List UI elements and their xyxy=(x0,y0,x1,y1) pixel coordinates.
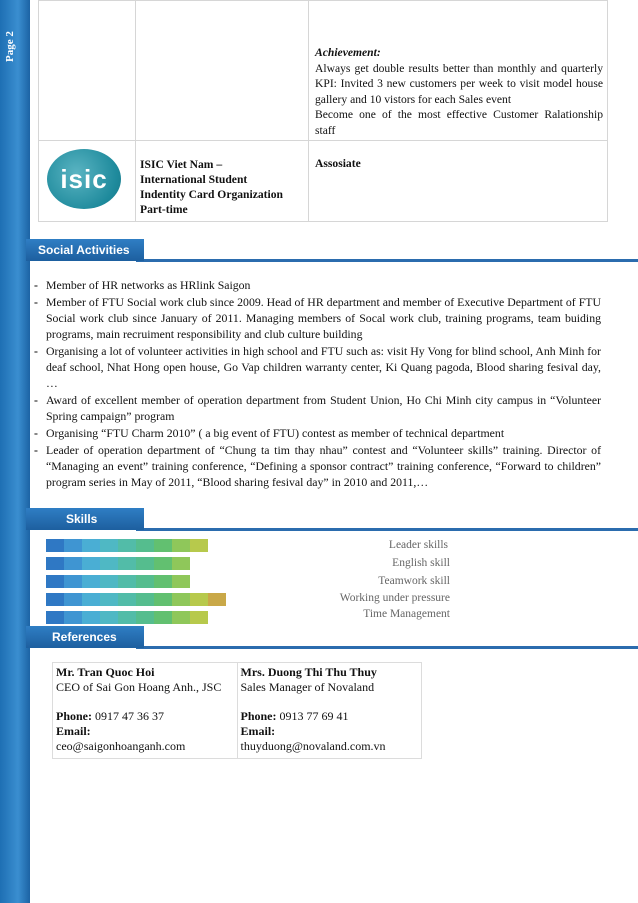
phone-label: Phone: xyxy=(240,709,277,723)
skill-bar-segment xyxy=(100,539,118,552)
skill-bar-segment xyxy=(154,611,172,624)
skill-bar-segment xyxy=(136,575,154,588)
skill-bar-segment xyxy=(190,539,208,552)
logo-cell xyxy=(39,141,136,222)
skill-bar-segment xyxy=(46,593,64,606)
skills-chart xyxy=(46,537,456,627)
achievement-heading: Achievement: xyxy=(315,46,381,59)
org-name: Indentity Card Organization xyxy=(140,188,283,201)
skill-bar-segment xyxy=(154,593,172,606)
reference-name: Mr. Tran Quoc Hoi xyxy=(56,665,155,679)
section-title: References xyxy=(26,626,144,648)
skill-bar-segment xyxy=(82,557,100,570)
phone-value: 0917 47 36 37 xyxy=(95,709,164,723)
skill-bar-segment xyxy=(118,611,136,624)
skill-bar-segment xyxy=(64,611,82,624)
empty-cell xyxy=(39,1,136,141)
references-table xyxy=(52,662,422,759)
skill-bar-segment xyxy=(154,557,172,570)
email-value: thuyduong@novaland.com.vn xyxy=(240,739,386,753)
reference-name: Mrs. Duong Thi Thu Thuy xyxy=(240,665,377,679)
achievement-text: Become one of the most effective Customer Ralationship staff xyxy=(315,108,603,137)
email-value: ceo@saigonhoanganh.com xyxy=(56,739,186,753)
empty-cell xyxy=(136,1,309,141)
skill-bar-segment xyxy=(100,593,118,606)
skill-bar-segment xyxy=(118,575,136,588)
job-type: Part-time xyxy=(140,203,188,216)
skill-bar-segment xyxy=(136,611,154,624)
table-row xyxy=(39,1,608,141)
list-item: - Organising a lot of volunteer activities in high school and FTU such as: visit Hy Vong for blind school, Anh Minh for deaf school, Nhat Hong open house, Go Vap children warranty center, Ki Quang pagoda, Blood sharing fesival day, … xyxy=(34,343,601,391)
achievement-text: Always get double results better than monthly and quarterly KPI: Invited 3 new customers per week to visit model house gallery and 10 vistors for each Sales event xyxy=(315,61,603,106)
role-cell xyxy=(309,141,608,222)
skill-bar-segment xyxy=(172,539,190,552)
skill-bar-segment xyxy=(64,575,82,588)
section-title: Skills xyxy=(26,508,144,530)
skill-bar-segment xyxy=(190,593,208,606)
skill-bar-segment xyxy=(118,593,136,606)
experience-table xyxy=(38,0,608,222)
table-row xyxy=(53,663,422,759)
skill-bar-segment xyxy=(82,593,100,606)
page-sidebar xyxy=(0,0,30,903)
reference-card xyxy=(53,663,238,759)
org-name: International Student xyxy=(140,173,248,186)
skill-label: Leader skills xyxy=(388,539,448,551)
skill-bar-segment xyxy=(154,539,172,552)
skill-bar-segment xyxy=(172,575,190,588)
skill-bar-segment xyxy=(82,575,100,588)
skill-bar-segment xyxy=(118,557,136,570)
skill-bar-segment xyxy=(190,611,208,624)
skill-label: Teamwork skill xyxy=(378,575,450,587)
phone-label: Phone: xyxy=(56,709,92,723)
list-item: - Member of FTU Social work club since 2009. Head of HR department and member of Executive Department of FTU Social work club since January of 2011. Managing members of Socal work club, training programs, team buiding programs, main recruiment responsibility and club culture building xyxy=(34,294,601,342)
role-title: Assosiate xyxy=(315,157,361,170)
list-item: - Member of HR networks as HRlink Saigon xyxy=(34,277,601,293)
skill-bar-segment xyxy=(46,557,64,570)
list-item: - Leader of operation department of “Chung ta tim thay nhau” contest and “Volunteer skills” training. Director of “Managing an event” training conference, “Defining a sponsor contract” training conference, “Forward to children” program series in May of 2011, “Blood sharing fesival day” in 2010 and 2011,… xyxy=(34,442,601,490)
section-header-references xyxy=(26,626,638,648)
skill-label: Time Management xyxy=(363,608,450,620)
skill-bar-segment xyxy=(64,539,82,552)
email-label: Email: xyxy=(240,724,276,738)
skill-bar-segment xyxy=(46,611,64,624)
skill-bar-segment xyxy=(172,557,190,570)
skill-bar-segment xyxy=(172,593,190,606)
org-name: ISIC Viet Nam – xyxy=(140,158,223,171)
divider xyxy=(136,259,638,262)
skill-bar-segment xyxy=(46,575,64,588)
skill-bar-segment xyxy=(100,611,118,624)
reference-title: Sales Manager of Novaland xyxy=(240,680,375,694)
page-number: Page 2 xyxy=(4,31,16,62)
skill-bar-segment xyxy=(82,611,100,624)
list-item: - Organising “FTU Charm 2010” ( a big event of FTU) contest as member of technical department xyxy=(34,425,601,441)
reference-title: CEO of Sai Gon Hoang Anh., JSC xyxy=(56,680,222,694)
divider xyxy=(136,528,638,531)
reference-card xyxy=(237,663,422,759)
skill-bar-segment xyxy=(136,557,154,570)
phone-value: 0913 77 69 41 xyxy=(279,709,349,723)
activities-list xyxy=(34,277,601,491)
section-title: Social Activities xyxy=(26,239,144,261)
skill-bar-segment xyxy=(64,593,82,606)
list-item: - Award of excellent member of operation department from Student Union, Ho Chi Minh city campus in “Volunteer Spring campaign” program xyxy=(34,392,601,424)
skill-bar-segment xyxy=(172,611,190,624)
skill-bar-segment xyxy=(100,575,118,588)
table-row xyxy=(39,141,608,222)
skill-bar-segment xyxy=(64,557,82,570)
skill-bar-segment xyxy=(136,539,154,552)
skill-label: Working under pressure xyxy=(339,592,450,604)
skill-bar-segment xyxy=(100,557,118,570)
skill-bar-segment xyxy=(118,539,136,552)
skill-bar-segment xyxy=(154,575,172,588)
divider xyxy=(136,646,638,649)
section-header-social xyxy=(26,239,638,261)
skill-bar-segment xyxy=(136,593,154,606)
organization-cell xyxy=(136,141,309,222)
skill-bar-segment xyxy=(46,539,64,552)
achievement-cell xyxy=(309,1,608,141)
skill-label: English skill xyxy=(392,557,450,569)
email-label: Email: xyxy=(56,724,91,738)
section-header-skills xyxy=(26,508,638,530)
skill-bar-segment xyxy=(208,593,226,606)
skill-bar-segment xyxy=(82,539,100,552)
isic-logo: isic xyxy=(47,149,121,209)
